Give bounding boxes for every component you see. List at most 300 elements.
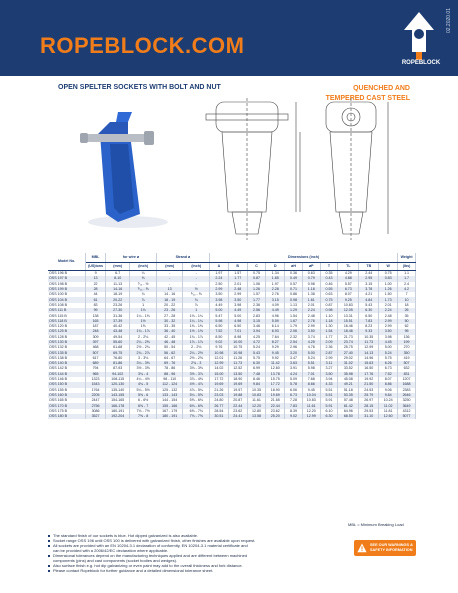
table-cell: 43-48 xyxy=(106,329,130,334)
table-cell: 2¼ - 2½ xyxy=(183,350,210,355)
table-cell: 3.98 xyxy=(210,297,229,302)
table-cell: 7⅝ - 8 xyxy=(130,414,157,419)
table-cell: 12.01 xyxy=(210,356,229,361)
table-cell: 3.46 xyxy=(247,324,266,329)
table-cell: 2.95 xyxy=(359,276,379,281)
table-cell: 19.69 xyxy=(210,382,229,387)
table-cell: 1.1 xyxy=(398,271,416,277)
table-cell: 2.99 xyxy=(302,324,320,329)
table-cell: 3.50 xyxy=(210,292,229,297)
table-cell: 0.75 xyxy=(379,271,398,277)
note-text: components (pins) and cast components (socket bodies and wedges). xyxy=(53,558,178,563)
table-cell: 3649 xyxy=(398,403,416,408)
table-cell: 5.51 xyxy=(302,361,320,366)
table-cell: 23.62 xyxy=(266,409,285,414)
table-cell: 9.33 xyxy=(359,329,379,334)
table-cell: 1.54 xyxy=(320,329,338,334)
material-title-line1: QUENCHED AND xyxy=(353,85,410,92)
table-cell: 1¼ - 1⅜ xyxy=(130,313,157,318)
table-cell: 6.50 xyxy=(228,324,247,329)
table-cell: 24.80 xyxy=(210,398,229,403)
header-bar xyxy=(0,0,458,76)
table-cell: 1.34 xyxy=(266,271,285,277)
table-cell: 53.35 xyxy=(338,393,359,398)
table-cell: 6.50 xyxy=(359,313,379,318)
table-cell: 15.75 xyxy=(266,377,285,382)
technical-drawing xyxy=(196,94,410,246)
table-cell: 1.61 xyxy=(302,297,320,302)
table-cell: 125 - 132 xyxy=(156,388,183,393)
table-cell: 143-155 xyxy=(106,393,130,398)
table-cell: 27.40 xyxy=(338,350,359,355)
table-cell: 12.60 xyxy=(379,414,398,419)
table-cell: 2447 xyxy=(86,398,106,403)
model-cell: OSS 196 B xyxy=(48,271,86,277)
table-cell: 1.50 xyxy=(379,292,398,297)
table-cell: 15.63 xyxy=(359,361,379,366)
table-cell: 248 xyxy=(86,329,106,334)
table-cell: 1207 xyxy=(398,377,416,382)
table-cell: 61 xyxy=(86,297,106,302)
table-cell: 49.21 xyxy=(338,382,359,387)
table-cell: 18 - 19 xyxy=(156,297,183,302)
table-cell: 4.21 xyxy=(359,292,379,297)
table-cell: 24.53 xyxy=(359,388,379,393)
model-cell: OSS 160 B xyxy=(48,393,86,398)
table-cell: 3.15 xyxy=(266,297,285,302)
table-cell: 10 xyxy=(398,297,416,302)
table-cell: 5.98 xyxy=(302,366,320,371)
table-cell: 1323 xyxy=(86,377,106,382)
table-cell: 7 xyxy=(398,292,416,297)
table-cell: 4.98 xyxy=(228,319,247,324)
table-cell: 9.29 xyxy=(266,345,285,350)
model-cell: OSS 111 B xyxy=(48,308,86,313)
table-cell: 507 xyxy=(86,350,106,355)
table-cell: 180 - 191 xyxy=(156,414,183,419)
table-cell: 2.24 xyxy=(379,308,398,313)
table-cell: 6⅛ - 6⅝ xyxy=(183,403,210,408)
table-cell: 68.50 xyxy=(338,414,359,419)
table-cell: 2.48 xyxy=(302,313,320,318)
col-sub: A xyxy=(210,263,229,271)
table-cell: 3.15 xyxy=(247,319,266,324)
table-cell: 19.69 xyxy=(266,393,285,398)
table-cell: 309 xyxy=(86,335,106,340)
table-cell: 10.98 xyxy=(210,350,229,355)
table-cell: 14.96 xyxy=(359,356,379,361)
table-cell: 5.43 xyxy=(247,350,266,355)
table-cell: 3.50 xyxy=(379,329,398,334)
table-cell: 18 xyxy=(398,303,416,308)
table-cell: 3.63 xyxy=(285,361,303,366)
table-cell: 2.32 xyxy=(285,335,303,340)
table-cell: 3.78 xyxy=(359,287,379,292)
table-cell: 35 xyxy=(398,313,416,318)
table-cell: 2.54 xyxy=(285,340,303,345)
table-cell: 6.30 xyxy=(247,361,266,366)
table-cell: 19.92 xyxy=(359,377,379,382)
note-text: can be provided with a 2006/42/EC declaration where applicable. xyxy=(53,548,169,553)
table-cell: 6.10 xyxy=(320,409,338,414)
table-cell: 4312 xyxy=(398,409,416,414)
table-cell: 11.73 xyxy=(228,361,247,366)
table-cell: 6.30 xyxy=(320,414,338,419)
table-cell: 350 xyxy=(398,350,416,355)
table-cell: 2.24 xyxy=(210,276,229,281)
table-cell: 6⅝ - 7 xyxy=(130,403,157,408)
table-cell: 4.24 xyxy=(285,372,303,377)
table-cell: 0.49 xyxy=(285,276,303,281)
table-cell: 2646 xyxy=(398,393,416,398)
table-cell: 5.51 xyxy=(320,388,338,393)
table-cell: 6 - 6½ xyxy=(130,398,157,403)
col-dimensions: Dimensions (inch) xyxy=(210,253,398,263)
table-cell: 11.81 xyxy=(379,409,398,414)
bullet-icon xyxy=(48,570,50,572)
table-cell: 3.91 xyxy=(285,366,303,371)
table-cell: 18.46 xyxy=(338,329,359,334)
table-cell: 2.48 xyxy=(228,287,247,292)
bullet-icon xyxy=(48,565,50,567)
table-cell: 15.00 xyxy=(210,372,229,377)
table-cell: 6.50 xyxy=(210,324,229,329)
table-cell: 0.57 xyxy=(285,282,303,287)
table-cell: 1.06 xyxy=(247,282,266,287)
table-cell: 1¼ - 1¼ xyxy=(183,319,210,324)
table-cell: 12.20 xyxy=(247,403,266,408)
table-cell: 2383 xyxy=(398,388,416,393)
table-cell: 5.47 xyxy=(210,313,229,318)
table-cell: 3.50 xyxy=(320,372,338,377)
table-cell: 3½ - 3⅞ xyxy=(183,372,210,377)
table-cell: 965 xyxy=(86,372,106,377)
table-cell: 2 - 2⅛ xyxy=(183,345,210,350)
table-cell: 8.66 xyxy=(302,382,320,387)
table-cell: 3.20 xyxy=(285,350,303,355)
model-cell: OSS 165 B xyxy=(48,398,86,403)
table-cell: 0.87 xyxy=(320,303,338,308)
table-cell: 2.76 xyxy=(302,319,320,324)
table-cell: 270 xyxy=(398,345,416,350)
model-cell: OSS 120 B xyxy=(48,324,86,329)
table-cell: 1.13 xyxy=(285,303,303,308)
table-cell: 154-165 xyxy=(106,398,130,403)
notes-list xyxy=(48,533,348,573)
table-cell: 1.65 xyxy=(266,276,285,281)
table-cell: 112 - 124 xyxy=(156,382,183,387)
table-cell: 5.91 xyxy=(320,398,338,403)
table-cell: 31.10 xyxy=(359,414,379,419)
col-sub: øH xyxy=(285,263,303,271)
table-cell: 10.00 xyxy=(228,340,247,345)
table-cell: 0.46 xyxy=(320,282,338,287)
model-cell: OSS 118 B xyxy=(48,319,86,324)
table-cell: 7⅛ - 7½ xyxy=(130,409,157,414)
table-cell: 12.05 xyxy=(338,308,359,313)
table-cell: 4.29 xyxy=(338,271,359,277)
table-cell: 13 xyxy=(86,276,106,281)
table-cell: 11.42 xyxy=(266,361,285,366)
table-cell: 1.26 xyxy=(379,287,398,292)
table-cell: - xyxy=(156,282,183,287)
table-cell: 16.50 xyxy=(359,366,379,371)
table-cell: 3½ - 3⅝ xyxy=(130,366,157,371)
table-cell: 11.26 xyxy=(228,356,247,361)
table-cell: 2 - 2⅛ xyxy=(130,335,157,340)
table-cell: 419 xyxy=(398,356,416,361)
table-cell: 5.75 xyxy=(247,356,266,361)
table-cell: 9.76 xyxy=(210,345,229,350)
table-cell: 23-26 xyxy=(106,303,130,308)
table-cell: 1 xyxy=(130,303,157,308)
table-cell: 6.26 xyxy=(379,361,398,366)
brand-name[interactable]: ROPEBLOCK.COM xyxy=(40,33,245,58)
table-cell: 8.86 xyxy=(379,382,398,387)
col-sub: øP xyxy=(302,263,320,271)
table-cell: 26 xyxy=(398,308,416,313)
table-cell: 12.52 xyxy=(228,366,247,371)
col-sub: (mm) xyxy=(106,263,130,271)
warnings-label-line1: SEE OUR WARNINGS & xyxy=(370,543,413,547)
table-cell: 4.88 xyxy=(338,276,359,281)
table-cell: 14-16 xyxy=(106,287,130,292)
table-cell: 4½ - 4⅞ xyxy=(183,382,210,387)
table-cell: 7.28 xyxy=(285,398,303,403)
table-cell: 5.75 xyxy=(379,356,398,361)
table-cell: 2½ - 2⅝ xyxy=(183,356,210,361)
table-cell: 2.87 xyxy=(320,350,338,355)
table-cell: 8.07 xyxy=(338,292,359,297)
table-cell: 180-191 xyxy=(106,409,130,414)
table-cell: 3.50 xyxy=(228,297,247,302)
table-cell: 4.76 xyxy=(302,345,320,350)
model-cell: OSS 198 B xyxy=(48,282,86,287)
model-cell: OSS 146 B xyxy=(48,377,86,382)
table-cell: 2.28 xyxy=(266,287,285,292)
table-cell: 0.98 xyxy=(285,297,303,302)
col-sub: TB xyxy=(359,263,379,271)
model-cell: OSS 115 B xyxy=(48,313,86,318)
table-cell: 4.49 xyxy=(266,308,285,313)
table-cell: 8.50 xyxy=(210,335,229,340)
table-cell: 88 - 96 xyxy=(156,372,183,377)
table-body xyxy=(48,271,416,420)
table-cell: 25.20 xyxy=(266,414,285,419)
table-cell: 155 - 166 xyxy=(156,403,183,408)
table-cell: 397 xyxy=(86,340,106,345)
table-cell: 11.73 xyxy=(359,340,379,345)
table-cell: 1¾ - 1⅞ xyxy=(130,329,157,334)
table-cell: 31.02 xyxy=(338,361,359,366)
table-cell: 10.83 xyxy=(338,303,359,308)
model-cell: OSS 138 B xyxy=(48,356,86,361)
bullet-icon xyxy=(48,535,50,537)
table-cell: 28 xyxy=(86,287,106,292)
table-cell: 136 xyxy=(398,335,416,340)
table-cell: 2.99 xyxy=(379,319,398,324)
bullet-icon xyxy=(48,555,50,557)
table-cell: 21.26 xyxy=(210,388,229,393)
table-cell: 10.75 xyxy=(228,345,247,350)
table-cell: 3⅞ - 4⅜ xyxy=(183,377,210,382)
warning-triangle-icon xyxy=(357,543,367,553)
model-cell: OSS 130 B xyxy=(48,340,86,345)
col-sub: D xyxy=(266,263,285,271)
table-cell: 25.75 xyxy=(338,345,359,350)
table-cell: 468 xyxy=(86,345,106,350)
table-cell: 3527 xyxy=(86,414,106,419)
table-cell: 1½ xyxy=(130,319,157,324)
table-cell: 166-178 xyxy=(106,403,130,408)
col-for-wire: for wire ø xyxy=(106,253,157,263)
model-cell: OSS 150 B xyxy=(48,382,86,387)
table-cell: 8.27 xyxy=(266,340,285,345)
table-cell: 12.60 xyxy=(266,366,285,371)
table-cell: 1.26 xyxy=(247,287,266,292)
table-cell: 2.99 xyxy=(210,287,229,292)
table-cell: 18-19 xyxy=(106,292,130,297)
model-cell: OSS 135 B xyxy=(48,350,86,355)
col-sub: (mm) xyxy=(156,263,183,271)
table-cell: 1.67 xyxy=(285,319,303,324)
col-sub: C xyxy=(247,263,266,271)
table-cell: 3¾ - 4 xyxy=(130,372,157,377)
table-cell: ¾ xyxy=(183,297,210,302)
table-cell: 5.24 xyxy=(302,356,320,361)
table-cell: 21.73 xyxy=(338,335,359,340)
table-cell: 3.15 xyxy=(359,282,379,287)
table-cell: 61.42 xyxy=(338,403,359,408)
table-cell: 20.87 xyxy=(228,398,247,403)
table-cell: 3.11 xyxy=(320,361,338,366)
table-cell: 0.75 xyxy=(247,271,266,277)
table-cell: 2½ - 2¾ xyxy=(130,345,157,350)
table-cell: 81-86 xyxy=(106,361,130,366)
table-cell: 4.96 xyxy=(266,313,285,318)
table-cell: 19.57 xyxy=(228,388,247,393)
table-cell: 14 - 16 xyxy=(156,292,183,297)
table-cell: 1.77 xyxy=(247,297,266,302)
table-cell: 8.07 xyxy=(379,377,398,382)
table-cell: 8.39 xyxy=(285,409,303,414)
table-cell: 1.38 xyxy=(302,292,320,297)
table-cell: 133 - 143 xyxy=(156,393,183,398)
table-cell: 99 xyxy=(86,308,106,313)
table-cell: 2.36 xyxy=(320,345,338,350)
table-cell: ⅜ xyxy=(130,276,157,281)
model-cell: OSS 108 B xyxy=(48,303,86,308)
table-cell: 17.72 xyxy=(210,377,229,382)
table-cell: 64 - 67 xyxy=(156,356,183,361)
table-cell: 14.13 xyxy=(359,350,379,355)
table-cell: 4.25 xyxy=(302,340,320,345)
table-cell: 62 xyxy=(398,324,416,329)
col-mbl-unit: (US)tons xyxy=(86,263,106,271)
model-cell: OSS 155 B xyxy=(48,388,86,393)
table-cell: 42 - 45 xyxy=(156,335,183,340)
table-cell: 1.57 xyxy=(228,271,247,277)
table-cell: 9.92 xyxy=(266,356,285,361)
table-cell: 18.90 xyxy=(228,377,247,382)
table-cell: 10.24 xyxy=(379,398,398,403)
table-cell: 5.24 xyxy=(247,345,266,350)
table-cell: 0.36 xyxy=(285,271,303,277)
table-cell: 11-13 xyxy=(106,282,130,287)
table-cell: 2.83 xyxy=(247,313,266,318)
table-cell: 7.52 xyxy=(379,372,398,377)
col-sub: (inch) xyxy=(183,263,210,271)
table-cell: 5.57 xyxy=(338,282,359,287)
col-sub: B xyxy=(228,263,247,271)
table-cell: 50 - 54 xyxy=(156,345,183,350)
table-cell: 1¾ - 1⅞ xyxy=(183,335,210,340)
table-cell: 9.06 xyxy=(379,388,398,393)
table-cell: 9.84 xyxy=(247,382,266,387)
table-cell: 1.30 xyxy=(320,324,338,329)
table-cell: 25.79 xyxy=(359,393,379,398)
table-cell: 6.99 xyxy=(247,366,266,371)
table-cell: 7.68 xyxy=(302,377,320,382)
table-cell: 17.72 xyxy=(266,382,285,387)
table-cell: 19.88 xyxy=(228,393,247,398)
table-cell: 199 xyxy=(398,340,416,345)
document-code: 02.2020.01 xyxy=(446,8,452,34)
table-cell: 9.25 xyxy=(338,297,359,302)
table-cell: 1543 xyxy=(86,382,106,387)
table-cell: 40-42 xyxy=(106,324,130,329)
table-cell: 1⅞ - 1⅞ xyxy=(183,340,210,345)
table-cell: 26.77 xyxy=(210,403,229,408)
col-sub: (inch) xyxy=(130,263,157,271)
table-cell: 78 - 86 xyxy=(156,366,183,371)
table-cell: 7.52 xyxy=(210,329,229,334)
table-cell: 7.83 xyxy=(359,319,379,324)
table-cell: 23.03 xyxy=(210,393,229,398)
table-cell: 1 xyxy=(183,308,210,313)
table-cell: 0.79 xyxy=(302,276,320,281)
mbl-note: MBL = Minimum Breaking Load xyxy=(348,522,404,527)
table-cell: 0.86 xyxy=(285,292,303,297)
dimensions-table xyxy=(48,253,416,419)
table-cell: 617 xyxy=(86,356,106,361)
warnings-safety-button[interactable] xyxy=(354,540,416,556)
table-cell: ¾ xyxy=(130,292,157,297)
table-cell: 35.98 xyxy=(338,372,359,377)
table-cell: 13.78 xyxy=(266,372,285,377)
table-cell: 21.65 xyxy=(266,398,285,403)
table-cell: 1.73 xyxy=(379,297,398,302)
table-cell: 135-140 xyxy=(106,388,130,393)
table-cell: 8.98 xyxy=(228,335,247,340)
table-cell: 87-93 xyxy=(106,366,130,371)
table-cell: 2.99 xyxy=(228,292,247,297)
table-cell: 3 - 3⅛ xyxy=(130,356,157,361)
table-cell: 5.59 xyxy=(266,319,285,324)
table-cell: 5.00 xyxy=(228,313,247,318)
table-cell: 49-54 xyxy=(106,335,130,340)
table-cell: - xyxy=(156,271,183,277)
table-cell: 0.43 xyxy=(320,276,338,281)
col-mbl: MBL xyxy=(86,253,106,263)
logo-label: ROPEBLOCK xyxy=(401,60,441,66)
model-cell: OSS 132 B xyxy=(48,345,86,350)
table-cell: 6.93 xyxy=(266,329,285,334)
table-cell: 138 xyxy=(86,313,106,318)
table-cell: - xyxy=(183,282,210,287)
bullet-icon xyxy=(48,540,50,542)
table-cell: 2.06 xyxy=(285,329,303,334)
